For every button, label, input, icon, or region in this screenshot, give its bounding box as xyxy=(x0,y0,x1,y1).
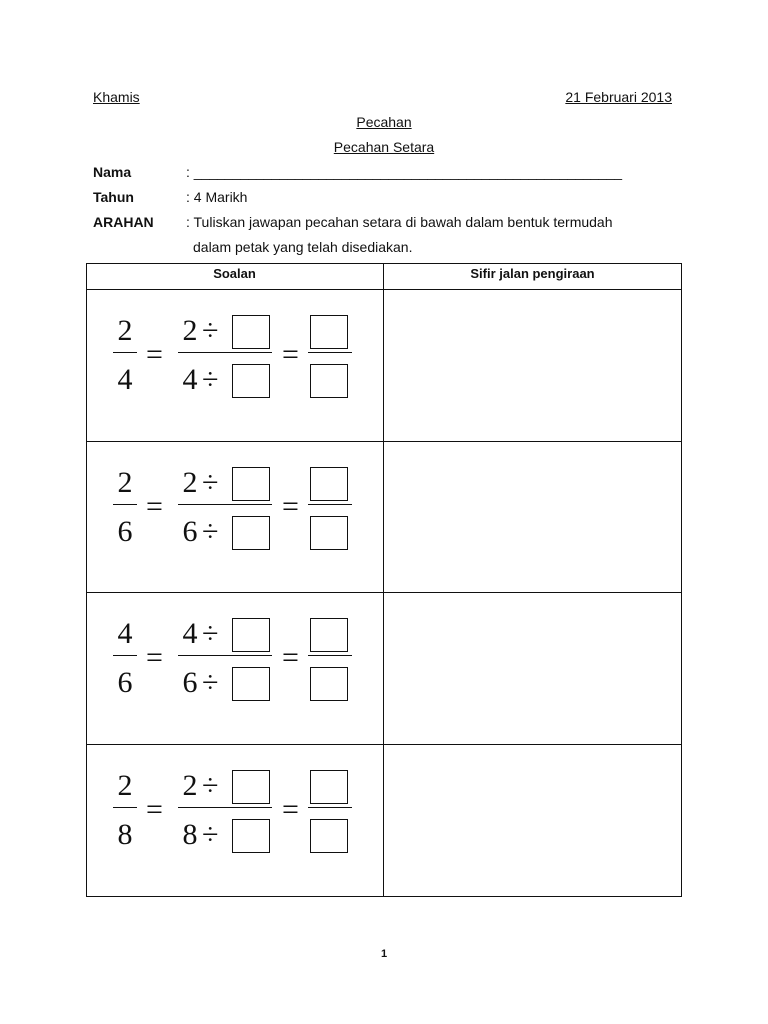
name-field[interactable]: : _______________________________________________________ xyxy=(186,164,623,180)
fraction-denominator: 6 xyxy=(182,515,198,548)
answer-box[interactable] xyxy=(310,770,348,804)
equals-sign: = xyxy=(282,641,299,674)
fraction-bar xyxy=(178,504,272,505)
question-row xyxy=(86,442,382,592)
fraction-bar xyxy=(178,352,272,353)
answer-box[interactable] xyxy=(232,467,270,501)
table-column-divider xyxy=(383,263,384,897)
equals-sign: = xyxy=(282,793,299,826)
answer-box[interactable] xyxy=(232,770,270,804)
answer-box[interactable] xyxy=(310,364,348,398)
answer-box[interactable] xyxy=(232,315,270,349)
fraction-bar xyxy=(113,807,137,808)
fraction-denominator: 4 xyxy=(182,363,198,396)
fraction-bar xyxy=(308,655,352,656)
question-row xyxy=(86,290,382,440)
instruction-text: : Tuliskan jawapan pecahan setara di bawah dalam bentuk termudah xyxy=(186,214,613,230)
equals-sign: = xyxy=(146,793,163,826)
answer-box[interactable] xyxy=(232,516,270,550)
divide-sign: ÷ xyxy=(202,818,219,851)
table-border-bottom xyxy=(86,896,682,897)
fraction-bar xyxy=(113,504,137,505)
date-label: 21 Februari 2013 xyxy=(565,89,672,105)
divide-sign: ÷ xyxy=(202,466,219,499)
title-text: Pecahan xyxy=(356,114,412,130)
fraction-bar xyxy=(308,352,352,353)
fraction-bar xyxy=(113,655,137,656)
fraction-denominator: 4 xyxy=(117,363,133,396)
fraction-denominator: 6 xyxy=(117,515,133,548)
fraction-numerator: 2 xyxy=(117,466,133,499)
answer-box[interactable] xyxy=(310,618,348,652)
question-row xyxy=(86,593,382,743)
fraction-bar xyxy=(178,807,272,808)
fraction-bar xyxy=(308,807,352,808)
page-subtitle xyxy=(0,138,768,156)
divide-sign: ÷ xyxy=(202,769,219,802)
instruction-label: ARAHAN xyxy=(93,214,154,230)
fraction-bar xyxy=(178,655,272,656)
equals-sign: = xyxy=(282,490,299,523)
subtitle-text: Pecahan Setara xyxy=(333,139,435,155)
page-number: 1 xyxy=(380,948,388,960)
divide-sign: ÷ xyxy=(202,314,219,347)
page-title xyxy=(0,113,768,131)
fraction-denominator: 6 xyxy=(182,666,198,699)
column-header-question: Soalan xyxy=(213,266,256,281)
name-label: Nama xyxy=(93,164,132,180)
fraction-numerator: 4 xyxy=(117,617,133,650)
divide-sign: ÷ xyxy=(202,666,219,699)
answer-box[interactable] xyxy=(310,315,348,349)
fraction-numerator: 4 xyxy=(182,617,198,650)
year-value: : 4 Marikh xyxy=(186,189,248,205)
table-border-right xyxy=(681,263,682,897)
year-label: Tahun xyxy=(93,189,134,205)
fraction-denominator: 8 xyxy=(117,818,133,851)
fraction-denominator: 6 xyxy=(117,666,133,699)
answer-box[interactable] xyxy=(310,516,348,550)
equals-sign: = xyxy=(146,338,163,371)
answer-box[interactable] xyxy=(232,667,270,701)
worksheet-table xyxy=(86,263,682,897)
fraction-numerator: 2 xyxy=(182,314,198,347)
column-header-working: Sifir jalan pengiraan xyxy=(470,266,595,281)
answer-box[interactable] xyxy=(310,667,348,701)
fraction-numerator: 2 xyxy=(117,769,133,802)
divide-sign: ÷ xyxy=(202,363,219,396)
answer-box[interactable] xyxy=(232,819,270,853)
answer-box[interactable] xyxy=(310,467,348,501)
answer-box[interactable] xyxy=(232,618,270,652)
equals-sign: = xyxy=(282,338,299,371)
answer-box[interactable] xyxy=(232,364,270,398)
fraction-bar xyxy=(113,352,137,353)
equals-sign: = xyxy=(146,490,163,523)
fraction-numerator: 2 xyxy=(117,314,133,347)
question-row xyxy=(86,745,382,895)
divide-sign: ÷ xyxy=(202,515,219,548)
answer-box[interactable] xyxy=(310,819,348,853)
equals-sign: = xyxy=(146,641,163,674)
fraction-numerator: 2 xyxy=(182,466,198,499)
instruction-text-continued: dalam petak yang telah disediakan. xyxy=(193,239,413,255)
fraction-bar xyxy=(308,504,352,505)
divide-sign: ÷ xyxy=(202,617,219,650)
fraction-denominator: 8 xyxy=(182,818,198,851)
fraction-numerator: 2 xyxy=(182,769,198,802)
day-label: Khamis xyxy=(93,89,140,105)
